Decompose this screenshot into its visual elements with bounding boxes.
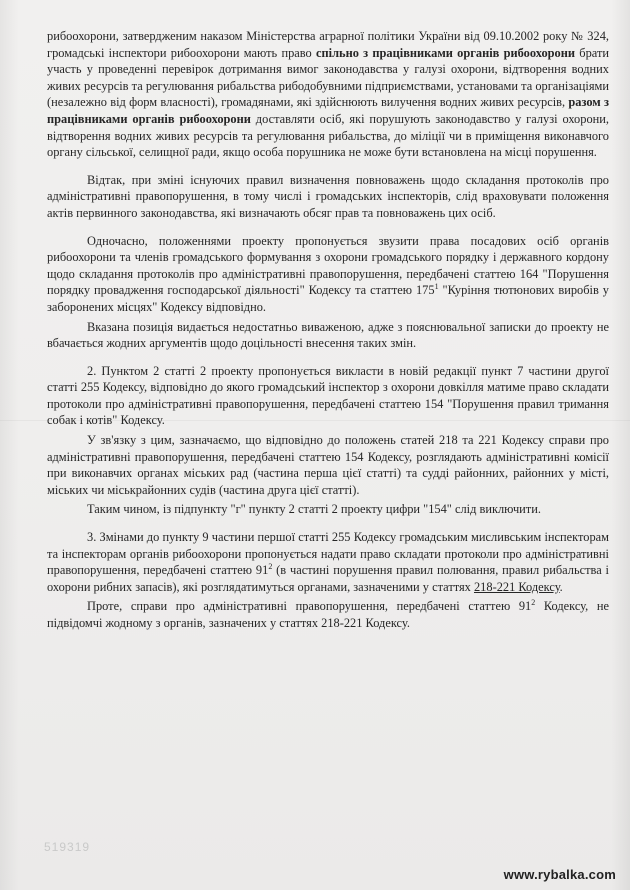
text-run: рибоохорони, затвердженим наказом Міністерства аграрної політики України від 09.10.2002 року № 324, громадські інспектори рибоохорони мають право [47, 29, 609, 60]
bold-phrase: разом з працівниками органів рибоохорони [47, 95, 609, 126]
faint-stamp-number: 519319 [44, 840, 91, 854]
text-run: . [559, 579, 563, 594]
text-run: "Куріння тютюнових виробів у заборонених місцях" Кодексу відповідно. [47, 283, 610, 314]
text-run: Одночасно, положеннями проекту пропонується звузити права посадових осіб органів рибоохорони та членів громадського формування з охорони громадського порядку і державного кордону щодо складання протоколів про адміністративні правопорушення, передбачені статтею 164 "Порушення порядку провадження господарської діяльності" Кодексу та статтею 175 [47, 233, 609, 298]
paragraph-exclude-154: Таким чином, із підпункту "г" пункту 2 статті 2 проекту цифри "154" слід виключити. [87, 502, 541, 517]
underlined-reference: 218-221 Кодексу [473, 579, 560, 594]
paragraph-public-inspectors-rights [47, 28, 609, 161]
text-run: брати участь у проведенні перевірок дотримання вимог законодавства у галузі охорони, відтворення водних живих ресурсів та регулювання рибальства рибодобувними підприємствами, установами та організаціями (незалежно від форм власності), громадянами, які здійснюють вилучення водних живих ресурсів, [47, 45, 610, 110]
paragraph-point-9-article-255 [47, 529, 609, 595]
bold-phrase: спільно з працівниками органів рибоохорони [316, 45, 576, 60]
paragraph-articles-218-221: У зв'язку з цим, зазначаємо, що відповідно до положень статей 218 та 221 Кодексу справи про адміністративні правопорушення, передбачені статтею 154 Кодексу, розглядають адміністративні комісії при виконавчих органах міських рад (частина перша цієї статті) та судді районних, районних у місті, міських чи міськрайонних судів (частина друга цієї статті). [47, 433, 609, 497]
text-run: (в частині порушення правил полювання, правил рибальства і охорони рибних запасів), які розглядатимуться органами, зазначеними у статтях [47, 563, 609, 594]
paragraph-point-2-article-2: 2. Пунктом 2 статті 2 проекту пропонується викласти в новій редакції пункт 7 частини другої статті 255 Кодексу, відповідно до якого громадський інспектор з охорони довкілля матиме право складати протоколи про адміністративні правопорушення, передбачені статтею 154 "Порушення правил тримання собак і котів" Кодексу. [47, 363, 609, 428]
text-run: доставляти осіб, які порушують законодавство у галузі охорони, відтворення водних живих ресурсів та регулювання рибальства, до міліції чи в приміщення виконавчого органу сільської, селищної ради, якщо особа порушника не може бути встановлена на місці порушення. [47, 111, 609, 160]
superscript: 2 [531, 598, 536, 608]
text-run: Кодексу, не підвідомчі жодному з органів, зазначених у статтях 218-221 Кодексу. [47, 599, 609, 630]
superscript: 1 [434, 282, 439, 292]
text-run: 3. Змінами до пункту 9 частини першої статті 255 Кодексу громадським мисливським інспекторам та інспекторам органів рибоохорони пропонується надати право складати протоколи про адміністративні правопорушення, передбачені статтею 91 [47, 530, 609, 578]
paragraph-not-subordinate [47, 598, 609, 631]
text-run: Проте, справи про адміністративні правопорушення, передбачені статтею 91 [87, 599, 532, 614]
document-body [47, 28, 609, 643]
paragraph-consider-primary-legislation: Відтак, при зміні існуючих правил визначення повноважень щодо складання протоколів про адміністративні правопорушення, в тому числі і громадських інспекторів, слід враховувати положення актів первинного законодавства, які визначають обсяг прав та повноважень цих осіб. [47, 172, 609, 220]
paragraph-narrowing-rights [47, 233, 609, 316]
paragraph-position-not-balanced: Вказана позиція видається недостатньо виваженою, адже з пояснювальної записки до проекту не вбачається жодних аргументів щодо доцільності внесення таких змін. [47, 319, 609, 351]
superscript: 2 [268, 562, 273, 572]
website-watermark: www.rybalka.com [503, 867, 616, 882]
